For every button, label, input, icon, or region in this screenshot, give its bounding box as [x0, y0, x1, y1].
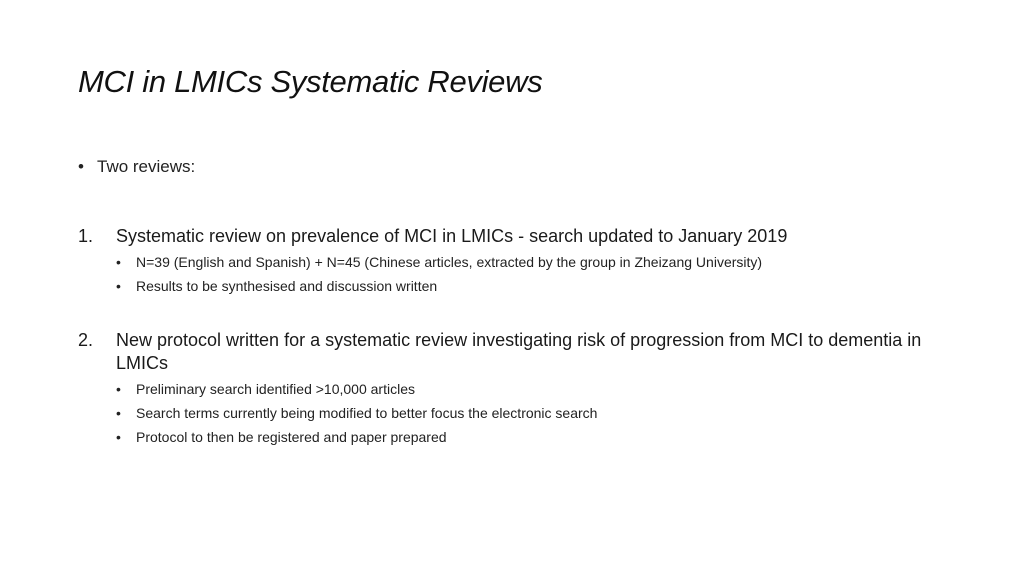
review-item-2: [78, 329, 938, 449]
sub-bullet-text: Results to be synthesised and discussion written: [136, 278, 438, 294]
list-item: [116, 401, 938, 425]
bullet-icon: •: [116, 278, 121, 294]
intro-bullet-item: [78, 157, 195, 177]
sub-bullet-list: [78, 377, 938, 449]
list-item: [116, 250, 938, 274]
item-text: New protocol written for a systematic review investigating risk of progression from MCI to dementia in LMICs: [116, 330, 922, 373]
sub-bullet-text: Preliminary search identified >10,000 articles: [136, 381, 415, 397]
slide-title: MCI in LMICs Systematic Reviews: [78, 64, 543, 99]
list-item: [116, 377, 938, 401]
bullet-icon: •: [116, 405, 121, 421]
list-item: [116, 274, 938, 298]
sub-bullet-text: Search terms currently being modified to better focus the electronic search: [136, 405, 598, 421]
sub-bullet-list: [78, 250, 938, 298]
intro-text: Two reviews:: [97, 157, 196, 176]
sub-bullet-text: Protocol to then be registered and paper prepared: [136, 429, 447, 445]
bullet-icon: •: [78, 157, 84, 176]
sub-bullet-text: N=39 (English and Spanish) + N=45 (Chinese articles, extracted by the group in Zheizang University): [136, 254, 763, 270]
bullet-icon: •: [116, 381, 121, 397]
review-item-1: [78, 225, 938, 298]
bullet-icon: •: [116, 254, 121, 270]
item-number: 2.: [78, 330, 94, 350]
list-item: [116, 425, 938, 449]
item-number: 1.: [78, 226, 94, 246]
item-text: Systematic review on prevalence of MCI in LMICs - search updated to January 2019: [116, 226, 788, 246]
bullet-icon: •: [116, 429, 121, 445]
